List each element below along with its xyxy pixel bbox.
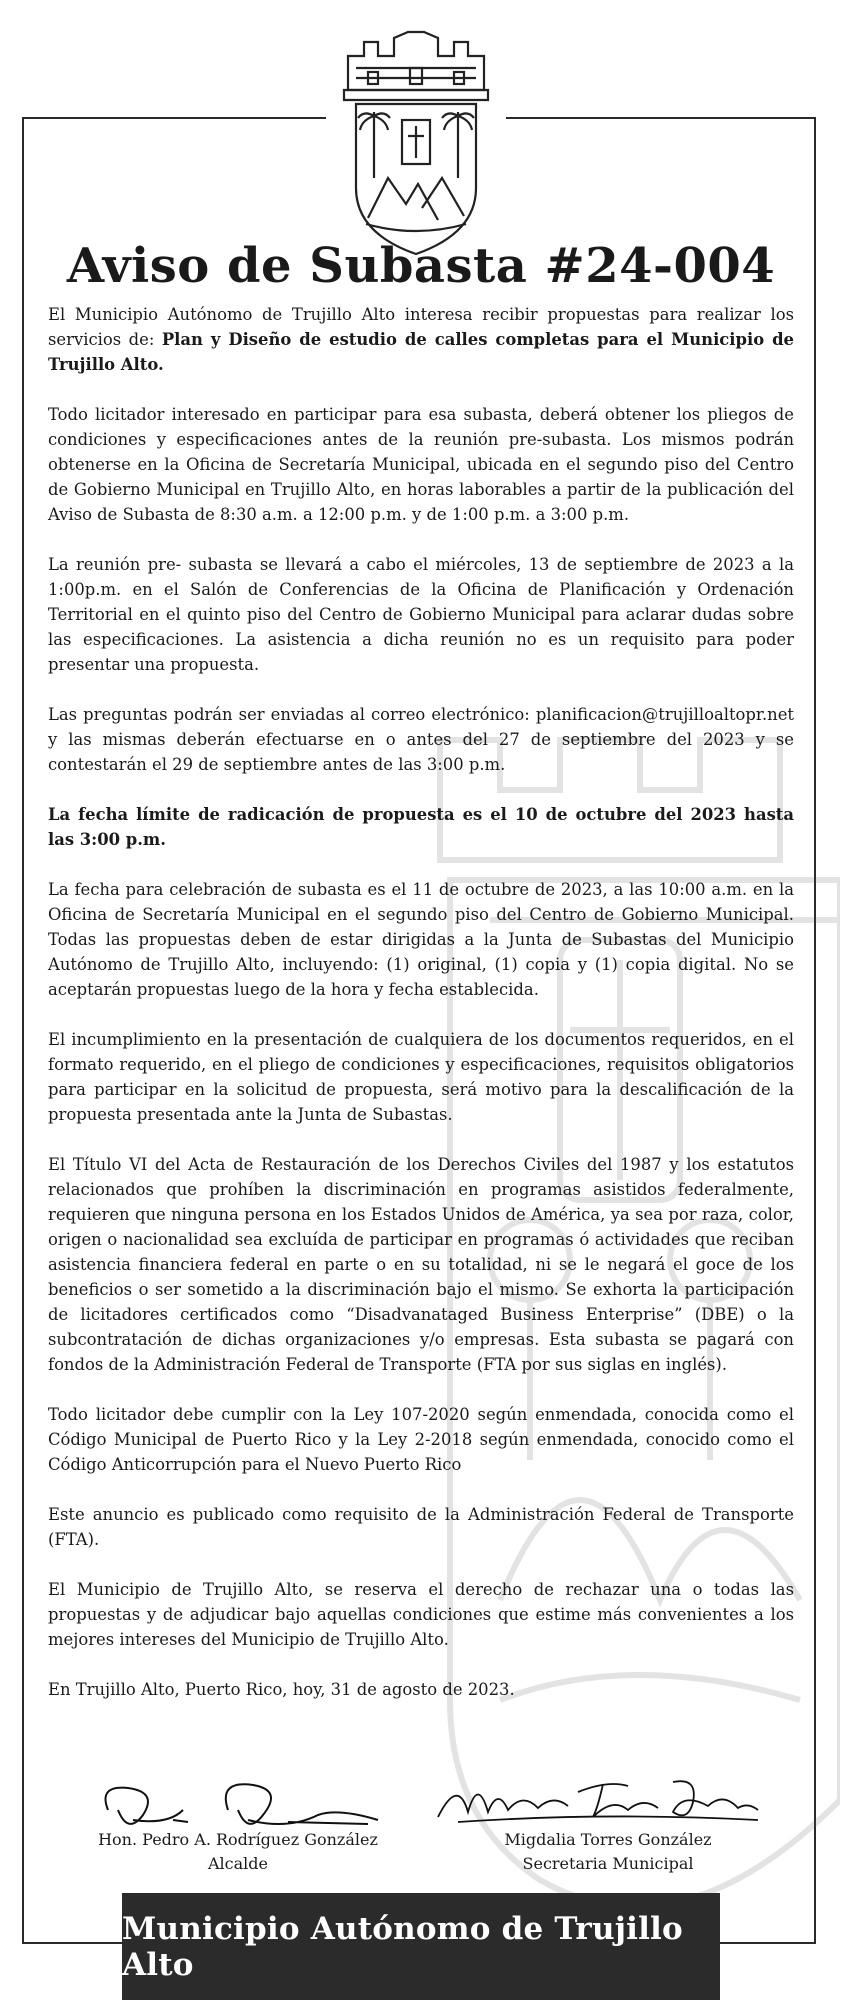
footer-banner: Municipio Autónomo de Trujillo Alto bbox=[122, 1893, 720, 2000]
paragraph-disqualification: El incumplimiento en la presentación de cualquiera de los documentos requeridos, en el formato requerido, en el pliego de condiciones y especificaciones, requisitos obligatorios para participar en la solicitud de propuesta, será motivo para la descalificación de la propuesta presentada ante la Junta de Subastas. bbox=[48, 1030, 794, 1124]
secretary-title: Secretaria Municipal bbox=[522, 1854, 694, 1873]
secretary-name: Migdalia Torres González bbox=[504, 1830, 712, 1849]
paragraph-civil-rights: El Título VI del Acta de Restauración de los Derechos Civiles del 1987 y los estatutos relacionados que prohíben la discriminación en programas asistidos federalmente, requieren que ninguna persona en los Estados Unidos de América, ya sea por raza, color, origen o nacionalidad sea excluída de participar en programas ó actividades que reciban asistencia financiera federal en parte o en su totalidad, ni se le negará el goce de los beneficios o ser sometido a la discriminación bajo el mismo. Se exhorta la participación de licitadores certificados como “Disadvanataged Business Enterprise” (DBE) o la subcontratación de dichas organizaciones y/o empresas. Esta subasta se pagará con fondos de la Administración Federal de Transporte (FTA por sus siglas en inglés). bbox=[48, 1155, 794, 1374]
secretary-signature-block bbox=[448, 1828, 768, 1876]
paragraph-date-place: En Trujillo Alto, Puerto Rico, hoy, 31 de agosto de 2023. bbox=[48, 1680, 515, 1699]
paragraph-documents: Todo licitador interesado en participar para esa subasta, deberá obtener los pliegos de condiciones y especificaciones antes de la reunión pre-subasta. Los mismos podrán obtenerse en la Oficina de Secretaría Municipal, ubicada en el segundo piso del Centro de Gobierno Municipal en Trujillo Alto, en horas laborables a partir de la publicación del Aviso de Subasta de 8:30 a.m. a 12:00 p.m. y de 1:00 p.m. a 3:00 p.m. bbox=[48, 405, 794, 524]
paragraph-intro bbox=[48, 302, 794, 377]
service-name: Plan y Diseño de estudio de calles completas para el Municipio de Trujillo Alto. bbox=[48, 330, 794, 374]
mayor-signature-block bbox=[88, 1828, 388, 1876]
municipal-crest-icon bbox=[326, 28, 506, 260]
signatures-section bbox=[48, 1780, 794, 1890]
secretary-signature-icon bbox=[428, 1772, 768, 1832]
paragraph-fta-requirement: Este anuncio es publicado como requisito de la Administración Federal de Transporte (FTA). bbox=[48, 1505, 794, 1549]
intro-text: El Municipio Autónomo de Trujillo Alto interesa recibir propuestas para realizar los servicios de: bbox=[48, 305, 794, 349]
paragraph-deadline: La fecha límite de radicación de propuesta es el 10 de octubre del 2023 hasta las 3:00 p.m. bbox=[48, 805, 794, 849]
notice-body bbox=[48, 302, 794, 1727]
paragraph-bid-date: La fecha para celebración de subasta es el 11 de octubre de 2023, a las 10:00 a.m. en la Oficina de Secretaría Municipal en el segundo piso del Centro de Gobierno Municipal. Todas las propuestas deben de estar dirigidas a la Junta de Subastas del Municipio Autónomo de Trujillo Alto, incluyendo: (1) original, (1) copia y (1) copia digital. No se aceptarán propuestas luego de la hora y fecha establecida. bbox=[48, 880, 794, 999]
page-title: Aviso de Subasta #24-004 bbox=[66, 238, 776, 294]
paragraph-questions: Las preguntas podrán ser enviadas al correo electrónico: planificacion@trujilloaltopr.net y las mismas deberán efectuarse en o antes del 27 de septiembre del 2023 y se contestarán el 29 de septiembre antes de las 3:00 p.m. bbox=[48, 705, 794, 774]
paragraph-law-compliance: Todo licitador debe cumplir con la Ley 107-2020 según enmendada, conocida como el Código Municipal de Puerto Rico y la Ley 2-2018 según enmendada, conocido como el Código Anticorrupción para el Nuevo Puerto Rico bbox=[48, 1405, 794, 1474]
paragraph-reservation: El Municipio de Trujillo Alto, se reserva el derecho de rechazar una o todas las propuestas y de adjudicar bajo aquellas condiciones que estime más convenientes a los mejores intereses del Municipio de Trujillo Alto. bbox=[48, 1580, 794, 1649]
mayor-title: Alcalde bbox=[208, 1854, 268, 1873]
mayor-name: Hon. Pedro A. Rodríguez González bbox=[98, 1830, 378, 1849]
paragraph-pre-bid-meeting: La reunión pre- subasta se llevará a cabo el miércoles, 13 de septiembre de 2023 a la 1:00p.m. en el Salón de Conferencias de la Oficina de Planificación y Ordenación Territorial en el quinto piso del Centro de Gobierno Municipal para aclarar dudas sobre las especificaciones. La asistencia a dicha reunión no es un requisito para poder presentar una propuesta. bbox=[48, 555, 794, 674]
